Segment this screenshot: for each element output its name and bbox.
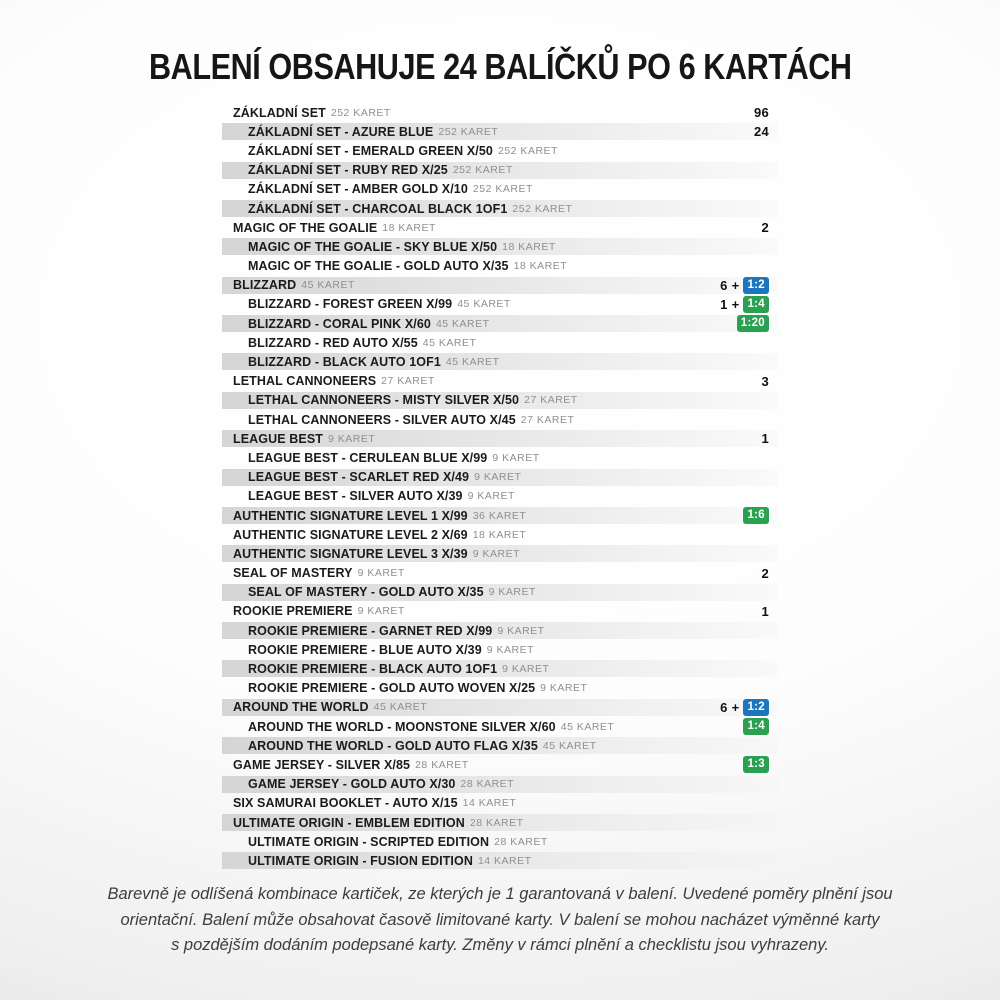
row-label: ULTIMATE ORIGIN - EMBLEM EDITION [233,815,465,830]
table-row [222,372,778,391]
row-karet-count: 9 KARET [497,624,545,637]
table-row [222,161,778,180]
row-karet-count: 14 KARET [477,854,532,867]
row-karet-count: 28 KARET [494,835,548,848]
row-label: ROOKIE PREMIERE - BLUE AUTO X/39 [248,642,482,657]
row-value: 3 [761,373,769,389]
table-row [222,851,778,870]
row-karet-count: 14 KARET [462,797,517,810]
row-label: GAME JERSEY - SILVER X/85 [233,757,411,772]
row-label: BLIZZARD - CORAL PINK X/60 [248,316,431,331]
row-karet-count: 9 KARET [357,567,405,580]
row-label: ZÁKLADNÍ SET - EMERALD GREEN X/50 [248,143,493,158]
row-right-column [754,124,769,139]
row-label: ZÁKLADNÍ SET - RUBY RED X/25 [248,163,448,178]
row-karet-count: 18 KARET [382,221,436,234]
table-row [222,736,778,755]
row-karet-count: 45 KARET [445,356,500,369]
row-label: ROOKIE PREMIERE - BLACK AUTO 1OF1 [248,662,498,677]
row-karet-count: 252 KARET [330,106,391,119]
row-label: AROUND THE WORLD - MOONSTONE SILVER X/60 [248,719,556,734]
row-label: LEAGUE BEST - CERULEAN BLUE X/99 [248,450,488,465]
footer-disclaimer [50,882,950,959]
table-row [222,544,778,563]
table-row [222,257,778,276]
table-row [222,314,778,333]
row-karet-count: 9 KARET [540,682,588,695]
table-row [222,583,778,602]
row-label: MAGIC OF THE GOALIE - SKY BLUE X/50 [248,239,498,254]
table-row [222,276,778,295]
row-karet-count: 45 KARET [422,336,477,349]
row-label: BLIZZARD [233,278,297,293]
row-right-column [761,604,769,619]
table-row [222,180,778,199]
row-karet-count: 9 KARET [502,663,550,676]
row-value: 24 [753,124,769,140]
row-karet-count: 252 KARET [498,144,558,157]
row-label: AUTHENTIC SIGNATURE LEVEL 1 X/99 [233,508,468,523]
row-right-column [737,315,769,332]
footer-line: Barevně je odlíšená kombinace kartiček, ze kterých je 1 garantovaná v balení. Uvedené poměry plnění jsou [107,885,893,903]
row-karet-count: 18 KARET [472,528,527,541]
row-label: ROOKIE PREMIERE - GARNET RED X/99 [248,623,493,638]
table-row [222,103,778,122]
row-label: BLIZZARD - RED AUTO X/55 [248,335,418,350]
row-label: LEAGUE BEST - SILVER AUTO X/39 [248,489,463,504]
row-karet-count: 45 KARET [457,298,511,311]
table-row [222,429,778,448]
table-row [222,468,778,487]
row-karet-count: 45 KARET [435,317,490,330]
table-row [222,659,778,678]
table-row [222,775,778,794]
row-value: 6 + [720,277,740,293]
header [0,46,1000,88]
table-row [222,640,778,659]
row-karet-count: 27 KARET [520,413,575,426]
row-label: LEAGUE BEST [233,431,323,446]
table-row [222,410,778,429]
table-row [222,602,778,621]
row-label: SEAL OF MASTERY [233,566,353,581]
table-row [222,813,778,832]
row-label: LEAGUE BEST - SCARLET RED X/49 [248,470,470,485]
row-karet-count: 45 KARET [373,701,428,714]
row-karet-count: 9 KARET [357,605,405,618]
row-right-column [720,277,769,294]
table-row [222,679,778,698]
row-label: AUTHENTIC SIGNATURE LEVEL 2 X/69 [233,527,468,542]
footer-line: s pozdějším dodáním podepsané karty. Změny v rámci plnění a checklistu jsou vyhrazeny. [171,936,829,955]
row-ratio-badge: 1:6 [743,507,769,524]
row-right-column [761,220,769,235]
row-karet-count: 9 KARET [486,643,535,656]
row-right-column [743,756,769,773]
row-label: AROUND THE WORLD - GOLD AUTO FLAG X/35 [248,738,538,753]
row-karet-count: 9 KARET [492,451,540,464]
row-value: 2 [761,565,769,581]
table-row [222,794,778,813]
row-karet-count: 9 KARET [474,471,522,484]
table-row [222,832,778,851]
row-karet-count: 252 KARET [472,183,533,196]
table-row [222,237,778,256]
row-karet-count: 252 KARET [512,202,573,215]
row-label: MAGIC OF THE GOALIE [233,220,378,235]
row-right-column [754,105,769,120]
row-right-column [743,718,769,735]
row-label: ZÁKLADNÍ SET - CHARCOAL BLACK 1OF1 [248,201,508,216]
row-karet-count: 45 KARET [560,720,615,733]
footer-line: orientační. Balení může obsahovat časově limitované karty. V balení se mohou nacházet výměnné karty [120,910,880,929]
table-row [222,295,778,314]
row-karet-count: 9 KARET [467,490,515,503]
row-label: ZÁKLADNÍ SET - AZURE BLUE [248,124,434,139]
row-karet-count: 45 KARET [301,279,355,292]
row-right-column [720,699,769,716]
row-right-column [761,431,769,446]
table-row [222,564,778,583]
row-label: SIX SAMURAI BOOKLET - AUTO X/15 [233,796,458,811]
row-karet-count: 9 KARET [328,432,376,445]
row-ratio-badge: 1:4 [743,718,769,735]
row-karet-count: 9 KARET [472,547,520,560]
row-label: SEAL OF MASTERY - GOLD AUTO X/35 [248,585,484,600]
row-karet-count: 9 KARET [488,586,536,599]
row-ratio-badge: 1:20 [737,315,769,332]
row-label: LETHAL CANNONEERS [233,374,377,389]
row-value: 1 [761,603,769,619]
row-label: ZÁKLADNÍ SET [233,105,326,120]
row-label: ROOKIE PREMIERE - GOLD AUTO WOVEN X/25 [248,681,536,696]
row-label: BLIZZARD - BLACK AUTO 1OF1 [248,355,441,370]
table-row [222,352,778,371]
table-row [222,199,778,218]
row-right-column [720,296,769,313]
table-row [222,621,778,640]
row-label: LETHAL CANNONEERS - MISTY SILVER X/50 [248,393,520,408]
row-value: 2 [761,220,769,236]
row-label: MAGIC OF THE GOALIE - GOLD AUTO X/35 [248,259,509,274]
table-row [222,141,778,160]
table-row [222,333,778,352]
page-title: BALENÍ OBSAHUJE 24 BALÍČKŮ PO 6 KARTÁCH [148,46,852,87]
card-set-table [222,103,778,871]
row-right-column [761,566,769,581]
row-karet-count: 252 KARET [452,164,513,177]
row-ratio-badge: 1:2 [743,277,769,294]
row-label: ULTIMATE ORIGIN - SCRIPTED EDITION [248,834,490,849]
table-row [222,391,778,410]
row-label: LETHAL CANNONEERS - SILVER AUTO X/45 [248,412,516,427]
row-karet-count: 18 KARET [513,260,568,273]
row-karet-count: 28 KARET [460,778,515,791]
row-karet-count: 18 KARET [502,240,556,253]
row-karet-count: 28 KARET [415,758,469,771]
table-row [222,717,778,736]
table-row [222,698,778,717]
table-row [222,218,778,237]
row-karet-count: 27 KARET [524,394,578,407]
row-karet-count: 252 KARET [438,125,499,138]
row-label: BLIZZARD - FOREST GREEN X/99 [248,297,453,312]
table-row [222,487,778,506]
row-ratio-badge: 1:2 [743,699,769,716]
table-row [222,525,778,544]
row-label: ROOKIE PREMIERE [233,604,353,619]
row-label: AUTHENTIC SIGNATURE LEVEL 3 X/39 [233,546,468,561]
row-label: ULTIMATE ORIGIN - FUSION EDITION [248,853,473,868]
row-karet-count: 27 KARET [381,375,435,388]
row-right-column [743,507,769,524]
row-label: GAME JERSEY - GOLD AUTO X/30 [248,777,456,792]
row-karet-count: 36 KARET [472,509,527,522]
table-row [222,755,778,774]
row-ratio-badge: 1:3 [743,756,769,773]
row-value: 1 + [720,296,740,312]
row-value: 6 + [720,699,740,715]
row-value: 1 [761,431,769,447]
row-karet-count: 28 KARET [469,816,524,829]
table-row [222,506,778,525]
row-right-column [761,374,769,389]
row-label: AROUND THE WORLD [233,700,369,715]
row-karet-count: 45 KARET [542,739,597,752]
table-row [222,122,778,141]
row-label: ZÁKLADNÍ SET - AMBER GOLD X/10 [248,182,468,197]
row-value: 96 [753,105,769,121]
table-row [222,448,778,467]
row-ratio-badge: 1:4 [743,296,769,313]
